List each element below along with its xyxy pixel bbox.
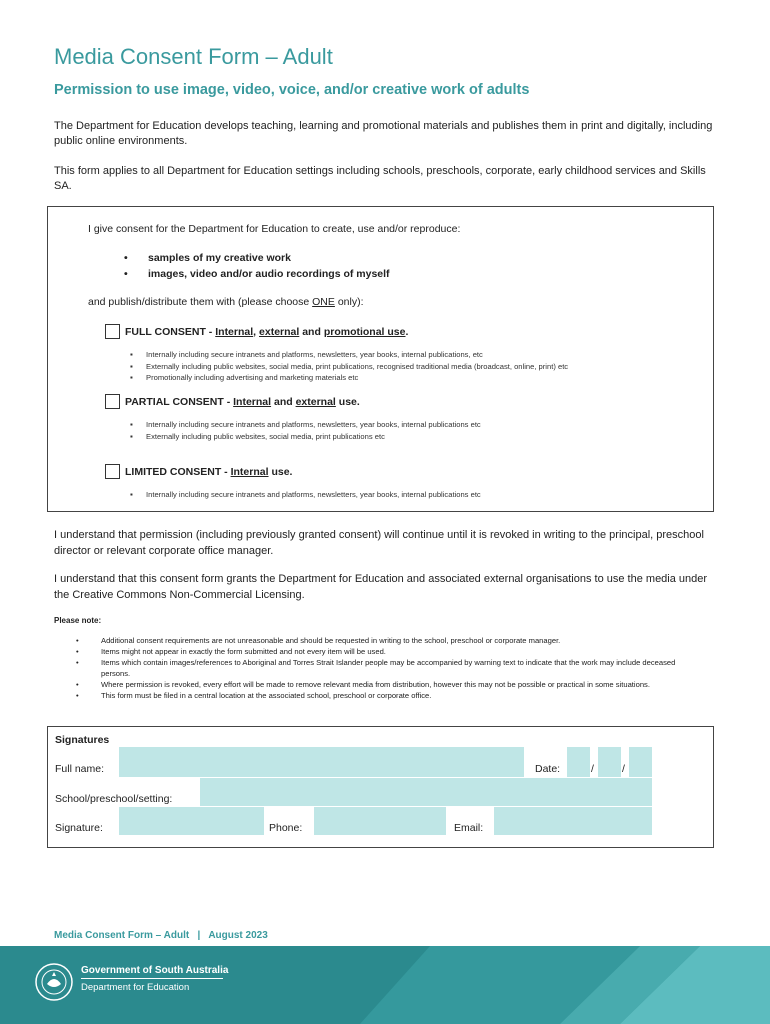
list-item: ▪ Internally including secure intranets and platforms, newsletters, year books, internal publications etc — [130, 419, 481, 431]
list-item: • Additional consent requirements are not unreasonable and should be requested in writing to the school, preschool or corporate manager. — [76, 636, 706, 647]
government-crest-icon — [34, 962, 74, 1002]
list-item: • images, video and/or audio recordings of myself — [124, 266, 390, 282]
school-setting-label: School/preschool/setting: — [55, 793, 173, 805]
full-consent-checkbox[interactable] — [105, 324, 120, 339]
intro-paragraph-2: This form applies to all Department for Education settings including schools, preschools, corporate, early childhood services and Skills SA. — [54, 165, 706, 192]
publish-instruction — [88, 296, 364, 308]
full-consent-details — [130, 349, 568, 384]
page-subtitle: Permission to use image, video, voice, and/or creative work of adults — [54, 82, 530, 98]
email-label: Email: — [454, 822, 484, 834]
school-setting-field[interactable] — [200, 778, 652, 806]
footer-divider: | — [197, 930, 201, 941]
understanding-paragraph-1: I understand that permission (including previously granted consent) will continue until it is revoked in writing to the principal, preschool director or relevant corporate office manager. — [54, 529, 704, 557]
intro-paragraph-1: The Department for Education develops teaching, learning and promotional materials and publishes them in print and digitally, including public online environments. — [54, 120, 713, 147]
publish-one: ONE — [312, 296, 335, 308]
partial-consent-details — [130, 419, 481, 442]
notes-heading: Please note: — [54, 616, 102, 625]
consent-section — [47, 206, 714, 512]
list-item: • This form must be filed in a central location at the associated school, preschool or corporate office. — [76, 691, 706, 702]
consent-intro: I give consent for the Department for Education to create, use and/or reproduce: — [88, 223, 461, 235]
list-item: ▪ Internally including secure intranets and platforms, newsletters, year books, internal publications etc — [130, 489, 481, 501]
signature-label: Signature: — [55, 822, 103, 834]
phone-label: Phone: — [269, 822, 303, 834]
full-consent-label: FULL CONSENT - Internal, external and promotional use. — [125, 325, 409, 338]
date-separator: / — [591, 763, 594, 775]
understanding-paragraph-2: I understand that this consent form grants the Department for Education and associated external organisations to use the media under the Creative Commons Non-Commercial Licensing. — [54, 573, 708, 601]
date-year-field[interactable] — [629, 747, 652, 777]
department-name: Department for Education — [81, 982, 190, 993]
limited-consent-details — [130, 489, 481, 501]
publish-prefix: and publish/distribute them with (please choose — [88, 296, 313, 308]
list-item: ▪ Externally including public websites, social media, print publications etc — [130, 431, 481, 443]
list-item: • Items might not appear in exactly the form submitted and not every item will be used. — [76, 647, 706, 658]
signature-field[interactable] — [119, 807, 264, 835]
partial-consent-option[interactable] — [105, 394, 360, 409]
email-field[interactable] — [494, 807, 652, 835]
phone-field[interactable] — [314, 807, 446, 835]
footer-document-info — [54, 930, 268, 941]
date-month-field[interactable] — [598, 747, 621, 777]
partial-consent-label: PARTIAL CONSENT - Internal and external use. — [125, 395, 360, 408]
full-consent-option[interactable] — [105, 324, 408, 339]
limited-consent-label: LIMITED CONSENT - Internal use. — [125, 465, 293, 478]
list-item: • Items which contain images/references to Aboriginal and Torres Strait Islander people may be accompanied by warning text to indicate that the work may include deceased persons. — [76, 658, 706, 679]
footer-doc-name: Media Consent Form – Adult — [54, 930, 190, 941]
limited-consent-option[interactable] — [105, 464, 292, 479]
signatures-heading: Signatures — [55, 734, 110, 746]
date-separator: / — [622, 763, 625, 775]
consent-items-list — [124, 250, 390, 282]
list-item: ▪ Internally including secure intranets and platforms, newsletters, year books, internal publications, etc — [130, 349, 568, 361]
notes-list — [76, 636, 706, 702]
publish-suffix: only): — [334, 296, 364, 308]
page-title: Media Consent Form – Adult — [54, 44, 333, 69]
partial-consent-checkbox[interactable] — [105, 394, 120, 409]
footer-date: August 2023 — [208, 930, 268, 941]
full-name-label: Full name: — [55, 763, 105, 775]
list-item: ▪ Externally including public websites, social media, print publications, recognised traditional media (broadcast, online, print) etc — [130, 361, 568, 373]
signatures-section — [47, 726, 714, 848]
date-label: Date: — [535, 763, 561, 775]
date-day-field[interactable] — [567, 747, 590, 777]
limited-consent-checkbox[interactable] — [105, 464, 120, 479]
list-item: • Where permission is revoked, every effort will be made to remove relevant media from distribution, however this may not be possible or practical in some situations. — [76, 680, 706, 691]
government-name: Government of South Australia — [81, 965, 229, 976]
logo-divider — [81, 978, 223, 979]
list-item: • samples of my creative work — [124, 250, 390, 266]
list-item: ▪ Promotionally including advertising and marketing materials etc — [130, 372, 568, 384]
full-name-field[interactable] — [119, 747, 524, 777]
footer-band — [0, 946, 770, 1024]
